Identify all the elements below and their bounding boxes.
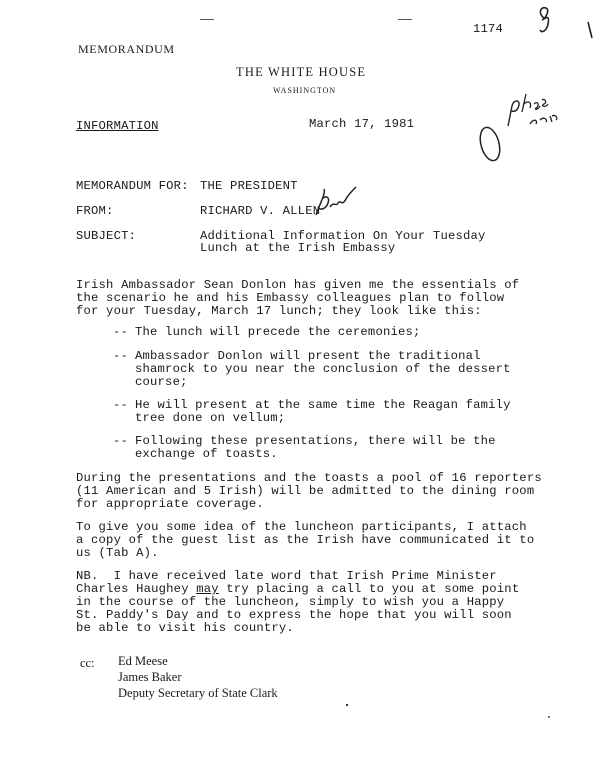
handwritten-seen-mark	[478, 86, 578, 171]
nb-line-2	[76, 582, 519, 596]
top-dash-mark-2	[398, 19, 412, 20]
press-line-3: for appropriate coverage.	[76, 497, 264, 511]
memo-subject-line-2: Lunch at the Irish Embassy	[200, 241, 396, 255]
memo-subject-label: SUBJECT:	[76, 229, 137, 243]
intro-line-2: the scenario he and his Embassy colleagues plan to follow	[76, 291, 505, 305]
memo-for-label: MEMORANDUM FOR:	[76, 179, 189, 193]
bullet-dash: --	[113, 398, 129, 412]
bullet-2-line-3: course;	[135, 375, 188, 389]
handwritten-initials-top	[536, 4, 596, 45]
stray-dot	[346, 704, 348, 706]
bullet-dash: --	[113, 349, 129, 363]
nb-line-5: be able to visit his country.	[76, 621, 294, 635]
memo-for-value: THE PRESIDENT	[200, 179, 298, 193]
nb-emphasis-may: may	[196, 582, 219, 596]
bullet-dash: --	[113, 325, 129, 339]
bullet-1-line-1: The lunch will precede the ceremonies;	[135, 325, 421, 339]
guests-line-3: us (Tab A).	[76, 546, 159, 560]
nb-line-4: St. Paddy's Day and to express the hope that you will soon	[76, 608, 512, 622]
bullet-2-line-2: shamrock to you near the conclusion of the dessert	[135, 362, 511, 376]
bullet-dash: --	[113, 434, 129, 448]
nb-line-2-post: try placing a call to you at some point	[218, 582, 520, 596]
guests-line-1: To give you some idea of the luncheon participants, I attach	[76, 520, 527, 534]
cc-name-2: James Baker	[118, 670, 182, 684]
cc-label: cc:	[80, 656, 95, 670]
memo-subject-line-1: Additional Information On Your Tuesday	[200, 229, 486, 243]
nb-line-3: in the course of the luncheon, simply to wish you a Happy	[76, 595, 505, 609]
press-line-2: (11 American and 5 Irish) will be admitted to the dining room	[76, 484, 535, 498]
letterhead-city: WASHINGTON	[273, 86, 337, 95]
document-number: 1174	[473, 22, 504, 36]
memo-from-value: RICHARD V. ALLEN	[200, 204, 321, 218]
memo-from-label: FROM:	[76, 204, 114, 218]
nb-line-1: NB. I have received late word that Irish Prime Minister	[76, 569, 497, 583]
intro-line-1: Irish Ambassador Sean Donlon has given me the essentials of	[76, 278, 520, 292]
nb-line-2-pre: Charles Haughey	[76, 582, 197, 596]
stray-dot-2	[548, 716, 550, 718]
letterhead-title: THE WHITE HOUSE	[236, 65, 367, 79]
cc-name-1: Ed Meese	[118, 654, 168, 668]
bullet-3-line-2: tree done on vellum;	[135, 411, 286, 425]
intro-line-3: for your Tuesday, March 17 lunch; they look like this:	[76, 304, 482, 318]
bullet-4-line-1: Following these presentations, there will be the	[135, 434, 496, 448]
memorandum-label: MEMORANDUM	[78, 42, 175, 56]
top-dash-mark	[200, 19, 214, 20]
bullet-4-line-2: exchange of toasts.	[135, 447, 278, 461]
press-line-1: During the presentations and the toasts a pool of 16 reporters	[76, 471, 542, 485]
handwritten-initials-signature	[310, 185, 360, 230]
guests-line-2: a copy of the guest list as the Irish have communicated it to	[76, 533, 535, 547]
bullet-3-line-1: He will present at the same time the Reagan family	[135, 398, 511, 412]
classification-label: INFORMATION	[76, 119, 159, 133]
cc-name-3: Deputy Secretary of State Clark	[118, 686, 278, 700]
bullet-2-line-1: Ambassador Donlon will present the traditional	[135, 349, 481, 363]
memo-date: March 17, 1981	[309, 117, 415, 131]
